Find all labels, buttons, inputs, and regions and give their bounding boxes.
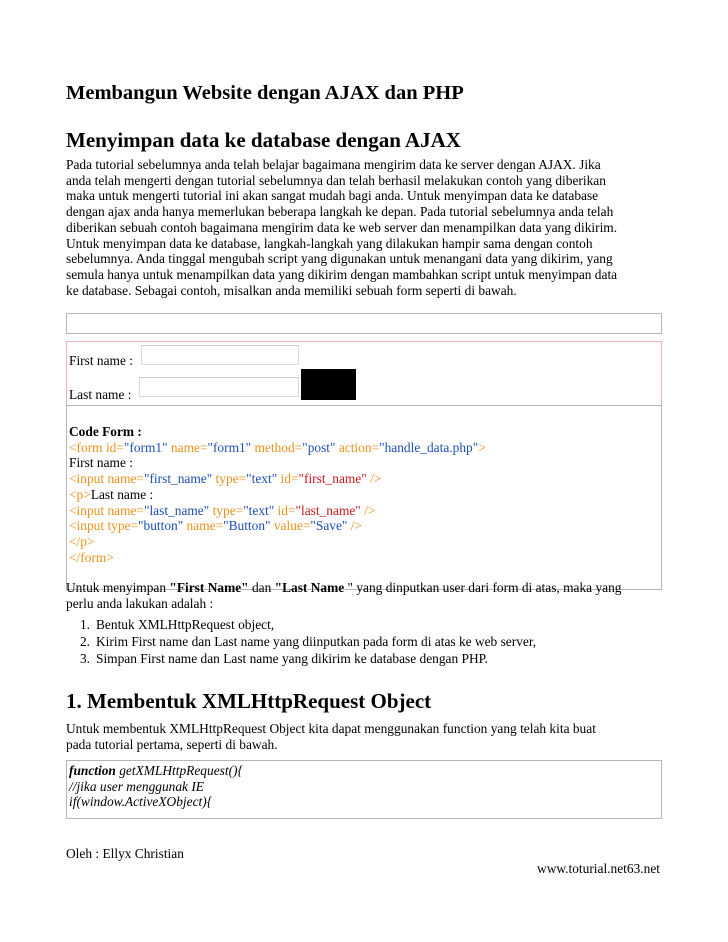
page-title: Membangun Website dengan AJAX dan PHP — [66, 82, 464, 104]
code-text: Last name : — [90, 486, 154, 502]
code-line-input-last — [69, 503, 659, 519]
list-item — [72, 616, 536, 633]
code-tag: <input — [69, 518, 108, 534]
list-text: Kirim First name dan Last name yang diinputkan pada form di atas ke web server, — [96, 634, 537, 649]
after-code-paragraph — [66, 580, 662, 611]
intro-line: dengan ajax anda hanya memerlukan beberapa langkah ke depan. Pada tutorial sebelumnya anda telah — [66, 204, 614, 220]
intro-line: sebelumnya. Anda tinggal mengubah script yang digunakan untuk menangani data yang dikirim, yang — [66, 251, 613, 267]
code-value: "Button" — [223, 518, 271, 534]
code-line-function — [69, 763, 659, 779]
code-line-p-close: </p> — [69, 533, 95, 549]
list-item — [72, 633, 536, 650]
empty-table-row — [66, 313, 662, 334]
code-value: "button" — [138, 518, 184, 534]
code-line-input-button — [69, 518, 659, 534]
code-attr: type= — [212, 471, 247, 487]
code-line-comment: //jika user menggunak IE — [69, 778, 204, 794]
bold-run: "Last Name — [274, 580, 345, 595]
form-demo-box — [66, 341, 662, 406]
code-attr: method= — [251, 439, 303, 455]
code-attr: id= — [274, 502, 296, 518]
code-form-heading: Code Form : — [69, 424, 142, 439]
code-line-if: if(window.ActiveXObject){ — [69, 794, 213, 810]
section-heading-xmlhttprequest: 1. Membentuk XMLHttpRequest Object — [66, 689, 432, 713]
code-value: "post" — [302, 439, 336, 455]
list-item — [72, 650, 536, 667]
after-code-line: perlu anda lakukan adalah : — [66, 595, 214, 611]
code-attr: action= — [335, 439, 380, 455]
code-value: "form1" — [207, 439, 252, 455]
code-attr: name= — [183, 518, 224, 534]
code-value: "handle_data.php" — [379, 439, 479, 455]
code-attr: name= — [107, 502, 144, 518]
code-tag: /> — [360, 502, 376, 518]
code-value: "text" — [246, 471, 278, 487]
bold-run: "First Name" — [169, 580, 249, 595]
code-value: "text" — [243, 502, 275, 518]
intro-line: semula hanya untuk menampilkan data yang dikirim dengan mambahkan script untuk menyimpan data — [66, 266, 618, 282]
intro-line: anda telah mengerti dengan tutorial sebelumnya dan telah berhasil melakukan contoh yang diberikan — [66, 172, 606, 188]
footer-site: www.toturial.net63.net — [537, 861, 660, 876]
code-line-p — [69, 487, 659, 503]
intro-line: Pada tutorial sebelumnya anda telah belajar bagaimana mengirim data ke server dengan AJAX. Jika — [66, 157, 601, 172]
intro-line: maka untuk mengerti tutorial ini akan sangat mudah bagi anda. Untuk menyimpan data ke database — [66, 188, 599, 204]
last-name-label: Last name : — [69, 387, 132, 402]
intro-paragraph — [66, 157, 662, 298]
code-line-form-close: </form> — [69, 549, 114, 565]
code-js-box — [66, 760, 662, 819]
text-run: dan — [248, 580, 275, 595]
save-button[interactable] — [301, 369, 356, 400]
code-tag: <form — [69, 439, 106, 455]
code-keyword: function — [69, 763, 116, 778]
code-line-form-open — [69, 440, 659, 456]
code-attr: name= — [167, 439, 208, 455]
code-attr: id= — [277, 471, 299, 487]
code-text: getXMLHttpRequest(){ — [115, 763, 243, 778]
code-form-box — [66, 405, 662, 590]
list-number: 2. — [79, 634, 90, 649]
text-run: " yang dinputkan user dari form di atas, maka yang — [344, 580, 622, 595]
code-attr: name= — [107, 471, 144, 487]
list-number: 1. — [79, 617, 90, 632]
code-value: "first_name" — [298, 471, 367, 487]
section2-paragraph — [66, 721, 662, 752]
code-tag: /> — [347, 518, 362, 534]
code-value: "Save" — [310, 518, 348, 534]
intro-line: diberikan sebuah contoh bagaimana mengirim data ke web server dan menampilkan data yang dikirim. — [66, 219, 618, 235]
steps-list — [72, 616, 536, 667]
last-name-input[interactable] — [139, 377, 299, 397]
code-value: "form1" — [123, 439, 168, 455]
code-attr: type= — [107, 518, 139, 534]
code-value: "last_name" — [295, 502, 361, 518]
list-text: Simpan First name dan Last name yang dikirim ke database dengan PHP. — [96, 651, 488, 666]
footer-author: Oleh : Ellyx Christian — [66, 846, 184, 861]
list-number: 3. — [79, 651, 90, 666]
section-heading-simpan: Menyimpan data ke database dengan AJAX — [66, 128, 461, 152]
intro-line: ke database. Sebagai contoh, misalkan anda memiliki sebuah form seperti di bawah. — [66, 282, 517, 298]
list-text: Bentuk XMLHttpRequest object, — [96, 617, 275, 632]
code-attr: value= — [270, 518, 311, 534]
text-run: Untuk menyimpan — [66, 580, 170, 595]
code-tag: > — [478, 439, 486, 455]
intro-line: Untuk menyimpan data ke database, langkah-langkah yang dilakukan hampir sama dengan contoh — [66, 235, 593, 251]
code-tag: /> — [366, 471, 382, 487]
after-code-line — [66, 580, 662, 596]
section2-line: Untuk membentuk XMLHttpRequest Object kita dapat menggunakan function yang telah kita buat — [66, 721, 596, 736]
first-name-input[interactable] — [141, 345, 299, 365]
code-value: "last_name" — [144, 502, 210, 518]
code-value: "first_name" — [144, 471, 213, 487]
code-attr: type= — [209, 502, 244, 518]
code-tag: <input — [69, 471, 108, 487]
first-name-label: First name : — [69, 353, 133, 368]
code-line-text: First name : — [69, 455, 133, 471]
code-line-input-first — [69, 471, 659, 487]
code-tag: <input — [69, 502, 108, 518]
code-attr: id= — [105, 439, 124, 455]
code-tag: <p> — [69, 486, 91, 502]
section2-line: pada tutorial pertama, seperti di bawah. — [66, 736, 278, 752]
